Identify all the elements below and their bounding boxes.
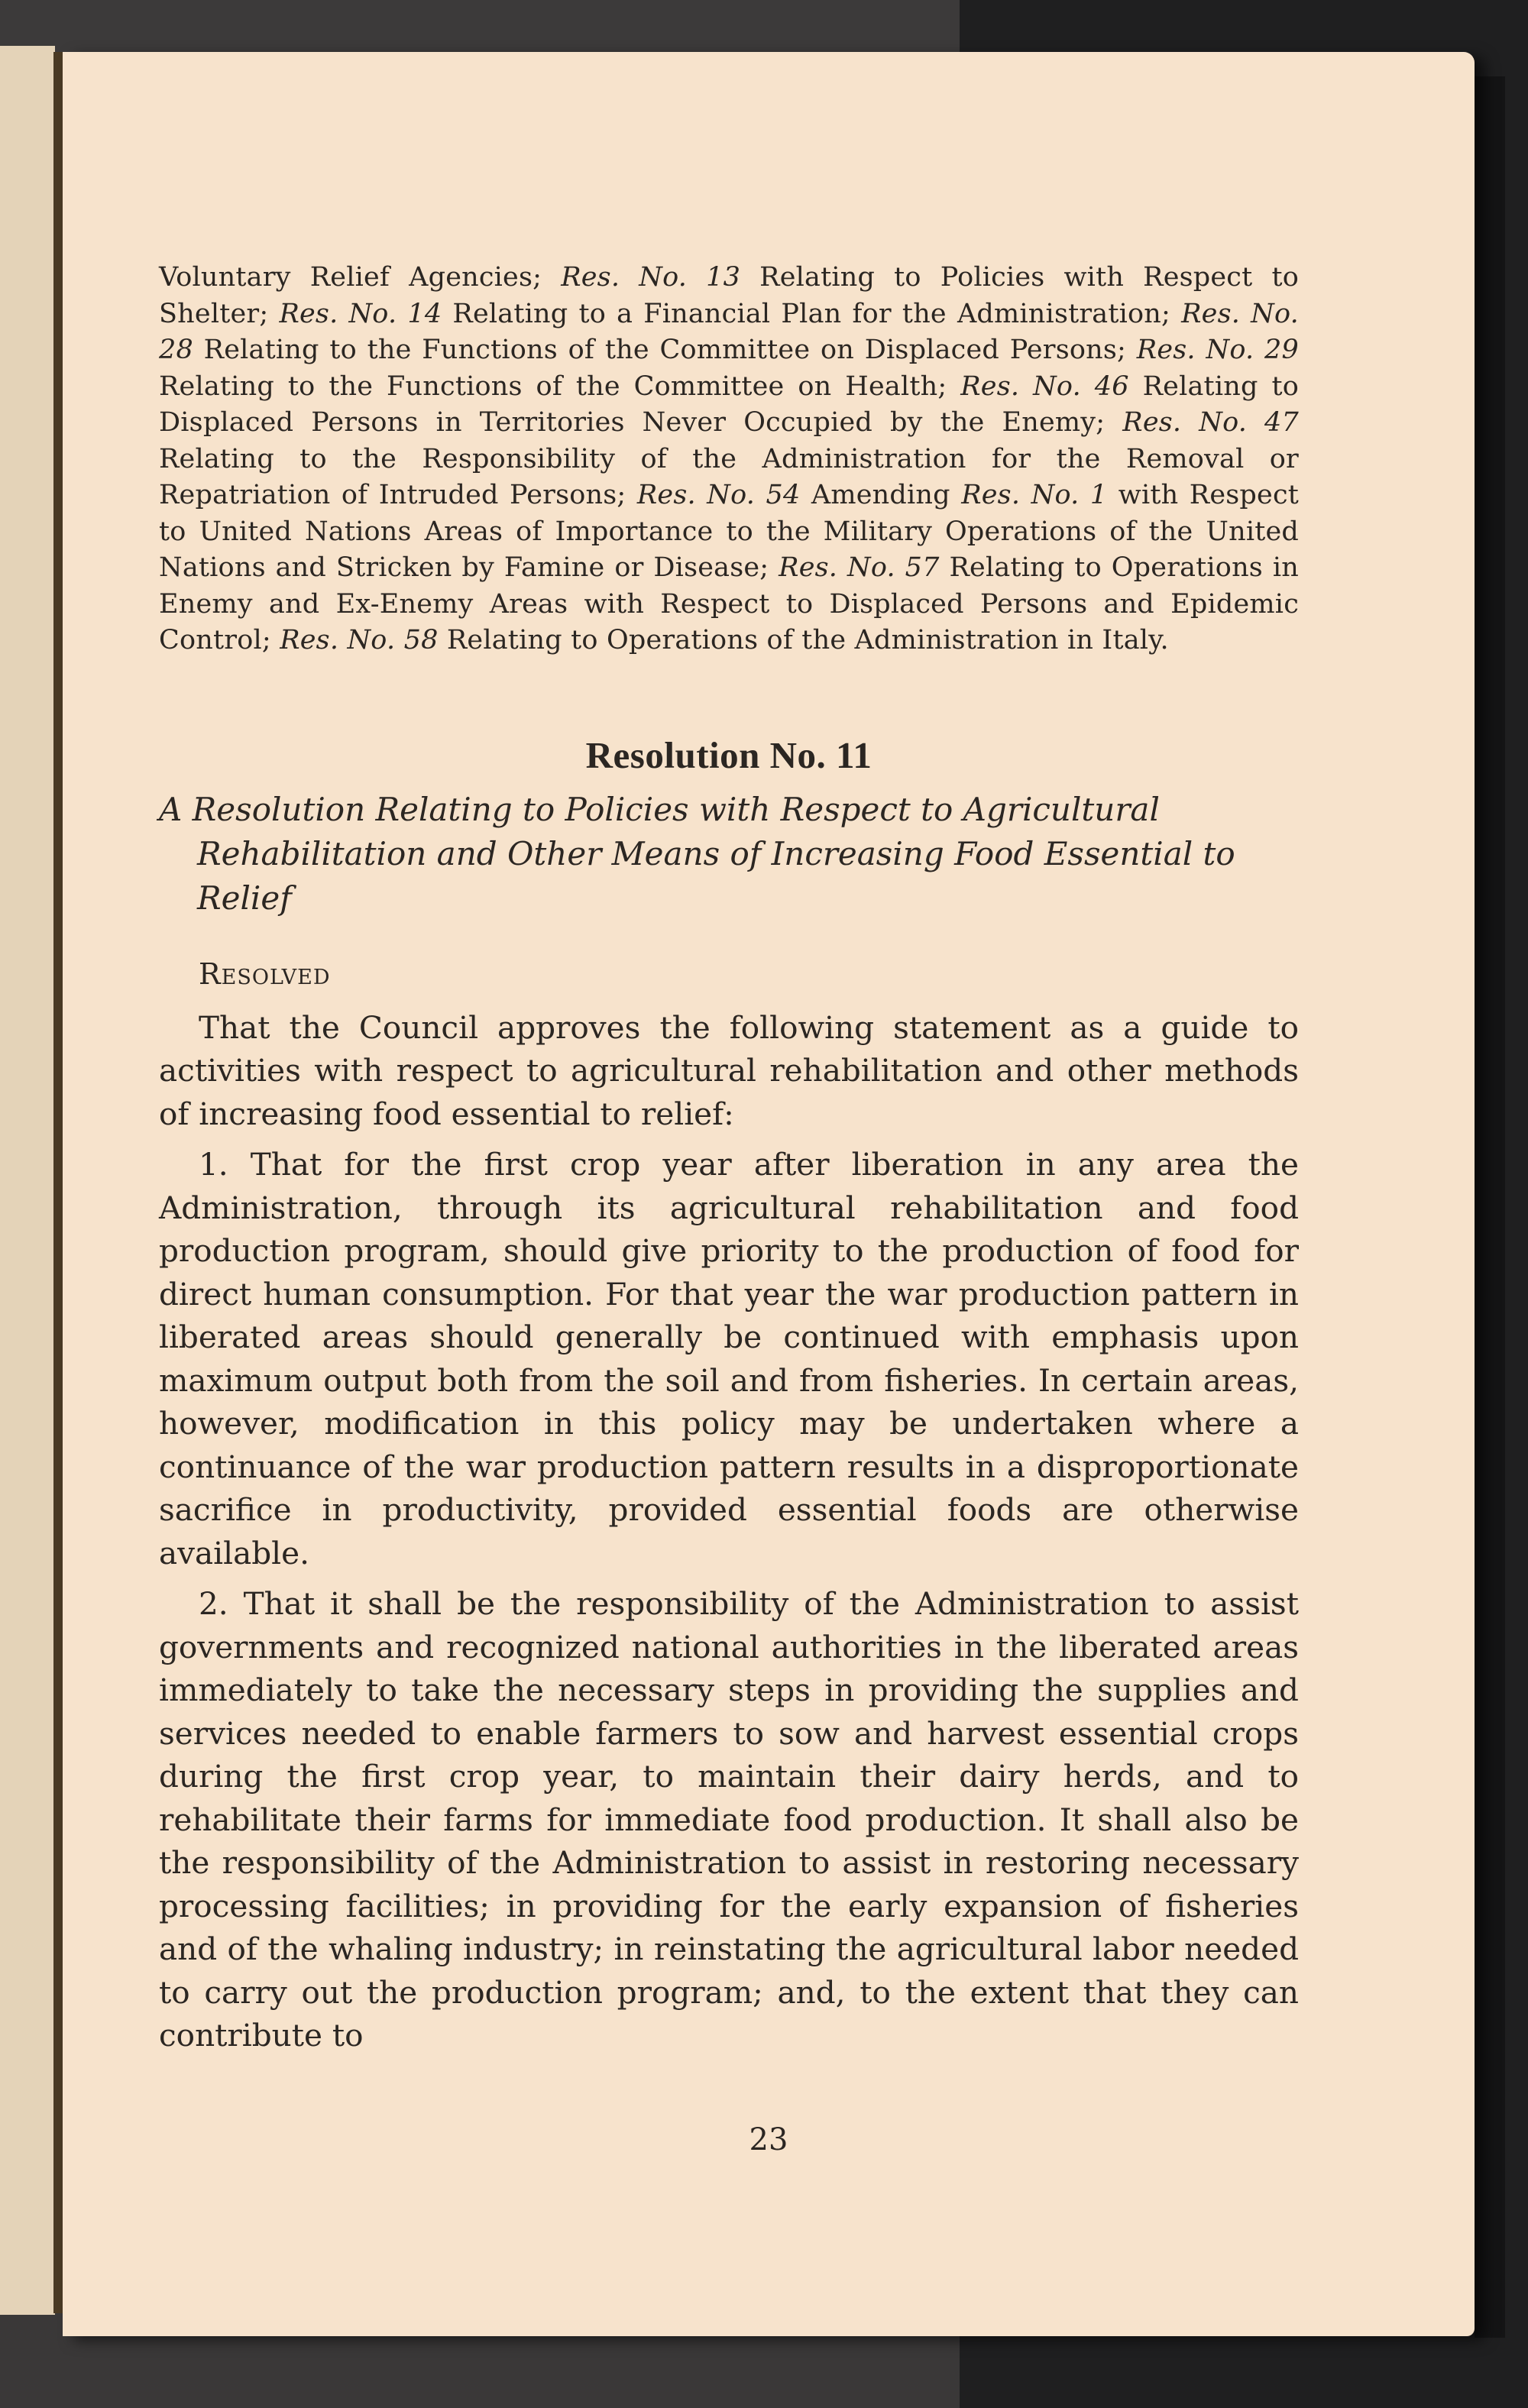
intro-text: Relating to the Functions of the Committee on Displaced Persons;: [193, 335, 1137, 365]
facing-page-edge: [0, 46, 55, 2315]
resolution-preamble: That the Council approves the following statement as a guide to activities with respect to agricultural rehabilitation and other methods of increasing food essential to relief:: [159, 1008, 1299, 1132]
document-page: [63, 52, 1475, 2336]
resolution-item-1: 1. That for the first crop year after liberation in any area the Administration, through its agricultural rehabilitation and food production program, should give priority to the production of food for direct human consumption. For that year the war production pattern in liberated areas should generally be continued with emphasis upon maximum output both from the soil and from fisheries. In certain areas, however, modification in this policy may be undertaken where a continuance of the war production pattern results in a disproportionate sacrifice in productivity, provided essential foods are otherwise available.: [159, 1146, 1299, 1571]
resolution-reference: Res. No. 1: [961, 480, 1108, 510]
resolution-reference: Res. No. 14: [279, 298, 442, 329]
intro-text: Relating to the Responsibility of the Administration for the Removal or Repatriation of Intruded Persons;: [159, 443, 1299, 510]
intro-text: with Respect to United Nations Areas of Importance to the Military Operations of the United Nations and Stricken by Famine or Disease;: [159, 480, 1300, 583]
page-shadow: [1475, 76, 1505, 2338]
intro-text: Voluntary Relief Agencies;: [159, 262, 562, 293]
resolution-reference: Res. No. 54: [636, 480, 801, 510]
intro-text: Relating to Operations of the Administration in Italy.: [438, 625, 1169, 655]
intro-text: Relating to a Financial Plan for the Administration;: [442, 298, 1182, 329]
intro-text: Amending: [800, 480, 962, 510]
resolved-label: Resolved: [199, 956, 331, 991]
resolution-reference: Res. No. 13: [561, 262, 741, 293]
resolution-reference: Res. No. 28: [159, 298, 1299, 365]
resolution-reference: Res. No. 29: [1136, 335, 1299, 365]
resolution-reference: Res. No. 57: [779, 552, 940, 583]
resolution-item-2: 2. That it shall be the responsibility of the Administration to assist governments and recognized national authorities in the liberated areas immediately to take the necessary steps in providing the supplies and services needed to enable farmers to sow and harvest essential crops during the first crop year, to maintain their dairy herds, and to rehabilitate their farms for immediate food production. It shall also be the responsibility of the Administration to assist in restoring necessary processing facilities; in providing for the early expansion of fisheries and of the whaling industry; in reinstating the agricultural labor needed to carry out the production program; and, to the extent that they can contribute to: [159, 1585, 1299, 2054]
intro-text: Relating to the Functions of the Committee on Health;: [159, 371, 961, 402]
intro-text: Relating to Displaced Persons in Territories Never Occupied by the Enemy;: [159, 371, 1299, 438]
resolution-reference: Res. No. 46: [960, 371, 1129, 402]
resolution-title: Resolution No. 11: [585, 733, 872, 776]
resolution-subtitle: A Resolution Relating to Policies with Respect to Agricultural Rehabilitation and Other Means of Increasing Food Essential to Relief: [159, 790, 1235, 917]
intro-paragraph: [159, 260, 1299, 659]
resolution-reference: Res. No. 47: [1122, 407, 1299, 438]
intro-text: Relating to Operations in Enemy and Ex-Enemy Areas with Respect to Displaced Persons and Epidemic Control;: [159, 552, 1299, 655]
page-number: 23: [749, 2122, 788, 2157]
resolution-reference: Res. No. 58: [280, 625, 439, 655]
page-content: [159, 260, 1299, 2057]
intro-text: Relating to Policies with Respect to Shelter;: [159, 262, 1299, 329]
